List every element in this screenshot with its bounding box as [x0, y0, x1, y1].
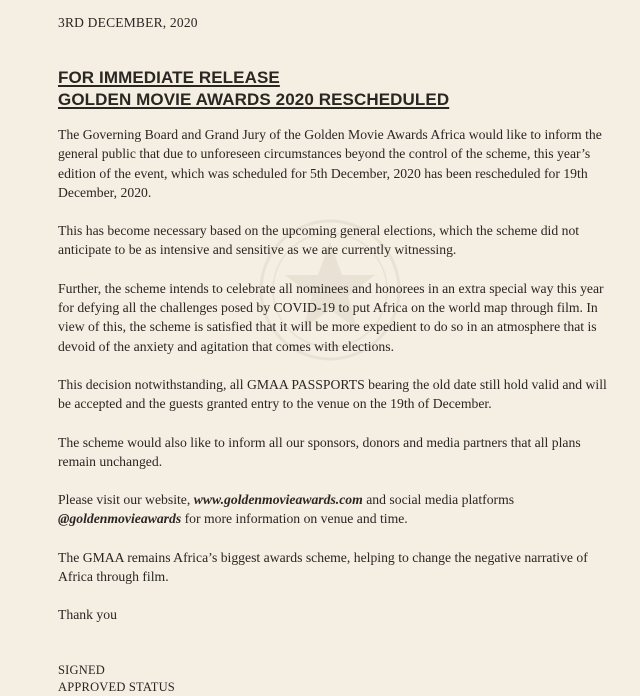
headline-line-2: GOLDEN MOVIE AWARDS 2020 RESCHEDULED: [58, 90, 450, 109]
social-handle-link[interactable]: @goldenmovieawards: [58, 511, 182, 527]
headline-line-1: FOR IMMEDIATE RELEASE: [58, 68, 280, 87]
headline: [58, 67, 618, 111]
signature-status: APPROVED STATUS: [58, 679, 175, 694]
paragraph-celebration: Further, the scheme intends to celebrate all nominees and honorees in an extra special way this year for defying all the challenges posed by COVID-19 to put Africa on the world map through film. In view of this, the scheme is satisfied that it will be more expedient to do so in an atmosphere that is devoid of the anxiety and agitation that comes with elections.: [58, 280, 604, 354]
website-link[interactable]: www.goldenmovieawards.com: [193, 492, 363, 508]
website-intro-text: Please visit our website,: [58, 492, 194, 508]
website-outro-text: for more information on venue and time.: [181, 511, 408, 527]
paragraph-elections: This has become necessary based on the upcoming general elections, which the scheme did not anticipate to be as intensive and sensitive as we are currently witnessing.: [58, 223, 580, 258]
signature-signed: SIGNED: [58, 662, 106, 677]
paragraph-mission: The GMAA remains Africa’s biggest awards scheme, helping to change the negative narrative of Africa through film.: [58, 549, 588, 585]
closing-thanks: Thank you: [58, 607, 117, 623]
social-intro-text: and social media platforms: [362, 492, 515, 508]
paragraph-passports: This decision notwithstanding, all GMAA PASSPORTS bearing the old date still hold valid and will be accepted and the guests granted entry to the venue on the 19th of December.: [58, 376, 607, 412]
paragraph-announcement: The Governing Board and Grand Jury of the Golden Movie Awards Africa would like to inform the general public that due to unforeseen circumstances beyond the control of the scheme, this year’s edition of the event, which was scheduled for 5th December, 2020 has been rescheduled for 19th December, 2020.: [58, 127, 602, 200]
paragraph-sponsors: The scheme would also like to inform all our sponsors, donors and media partners that all plans remain unchanged.: [58, 434, 581, 469]
paragraph-website: [58, 490, 618, 529]
release-date: 3RD DECEMBER, 2020: [58, 15, 198, 30]
letter-content: [58, 14, 618, 696]
